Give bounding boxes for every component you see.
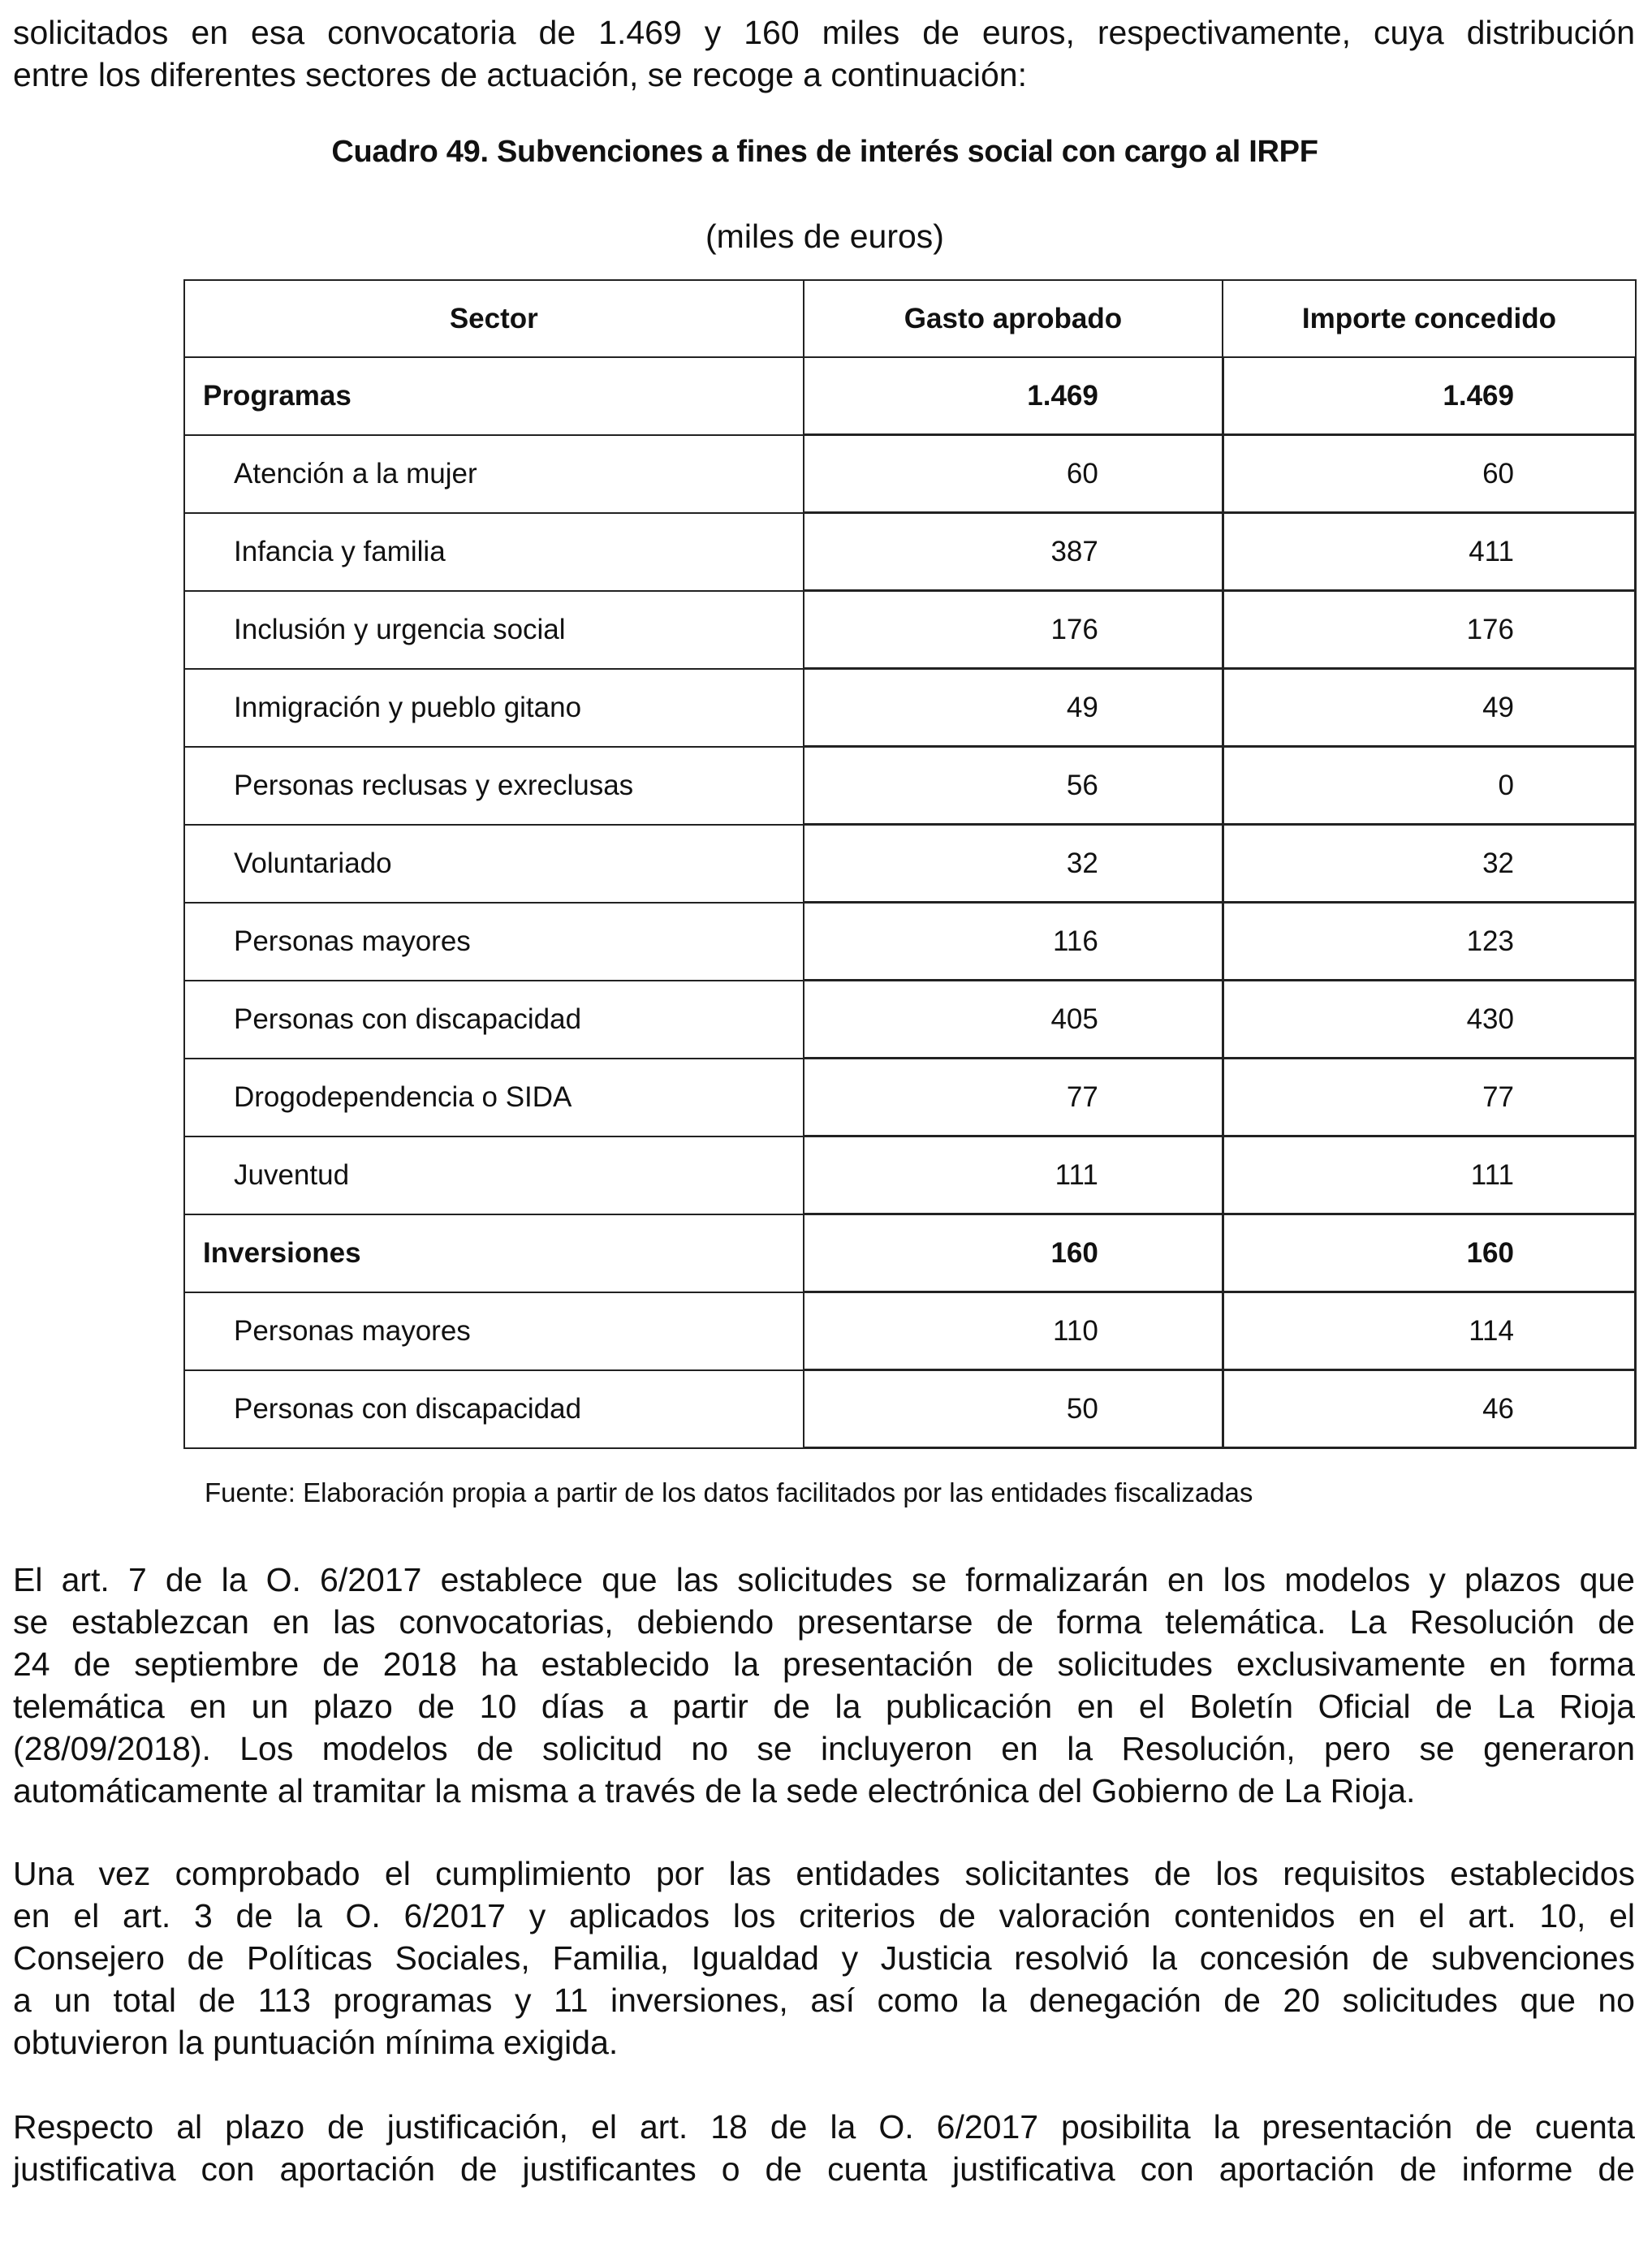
table-row	[184, 513, 1636, 591]
cell-importe: 160	[1223, 1214, 1635, 1292]
table-row-group	[184, 1214, 1636, 1292]
cell-sector: Personas con discapacidad	[184, 1370, 804, 1448]
table-caption: Cuadro 49. Subvenciones a fines de interés social con cargo al IRPF	[331, 135, 1318, 169]
cell-importe: 411	[1223, 513, 1635, 591]
table-row	[184, 669, 1636, 747]
cell-gasto: 50	[804, 1370, 1223, 1448]
text-line: 24 de septiembre de 2018 ha establecido la presentación de solicitudes exclusivamente en forma	[13, 1645, 1635, 1683]
cell-importe: 176	[1223, 591, 1635, 669]
cell-gasto: 60	[804, 435, 1223, 513]
text-line: solicitados en esa convocatoria de 1.469 y 160 miles de euros, respectivamente, cuya distribución	[13, 14, 1635, 51]
text-line: obtuvieron la puntuación mínima exigida.	[13, 2024, 619, 2061]
text-line: Una vez comprobado el cumplimiento por las entidades solicitantes de los requisitos establecidos	[13, 1855, 1635, 1892]
cell-sector: Juventud	[184, 1136, 804, 1214]
cell-gasto: 1.469	[804, 357, 1223, 435]
table-row	[184, 981, 1636, 1059]
cell-importe: 111	[1223, 1136, 1635, 1214]
cell-sector: Atención a la mujer	[184, 435, 804, 513]
table-row	[184, 1059, 1636, 1136]
cell-importe: 114	[1223, 1292, 1635, 1370]
text-line: entre los diferentes sectores de actuación, se recoge a continuación:	[13, 56, 1027, 93]
text-line: se establezcan en las convocatorias, debiendo presentarse de forma telemática. La Resolución de	[13, 1603, 1635, 1641]
cell-importe: 77	[1223, 1059, 1635, 1136]
text-line: justificativa con aportación de justificantes o de cuenta justificativa con aportación de informe de	[13, 2150, 1635, 2188]
cell-sector: Inmigración y pueblo gitano	[184, 669, 804, 747]
cell-importe: 1.469	[1223, 357, 1635, 435]
table-row	[184, 1136, 1636, 1214]
table-source-note: Fuente: Elaboración propia a partir de los datos facilitados por las entidades fiscalizadas	[205, 1477, 1253, 1507]
paragraph-concesion	[13, 1852, 1635, 2064]
text-line: El art. 7 de la O. 6/2017 establece que las solicitudes se formalizarán en los modelos y plazos que	[13, 1561, 1635, 1598]
cell-sector: Personas mayores	[184, 1292, 804, 1370]
cell-gasto: 77	[804, 1059, 1223, 1136]
cell-gasto: 176	[804, 591, 1223, 669]
cell-importe: 49	[1223, 669, 1635, 747]
cell-sector: Personas reclusas y exreclusas	[184, 747, 804, 825]
text-line: Respecto al plazo de justificación, el art. 18 de la O. 6/2017 posibilita la presentación de cuenta	[13, 2108, 1635, 2146]
cell-gasto: 160	[804, 1214, 1223, 1292]
table-header-row	[184, 280, 1636, 357]
subsidies-table	[183, 279, 1637, 1449]
cell-gasto: 111	[804, 1136, 1223, 1214]
table-row	[184, 1370, 1636, 1448]
cell-importe: 123	[1223, 903, 1635, 981]
paragraph-justificacion	[13, 2106, 1635, 2190]
cell-importe: 0	[1223, 747, 1635, 825]
intro-paragraph	[13, 11, 1635, 96]
cell-gasto: 49	[804, 669, 1223, 747]
cell-sector: Inclusión y urgencia social	[184, 591, 804, 669]
cell-sector: Personas mayores	[184, 903, 804, 981]
cell-sector: Drogodependencia o SIDA	[184, 1059, 804, 1136]
text-line: (28/09/2018). Los modelos de solicitud no se incluyeron en la Resolución, pero se generaron	[13, 1730, 1635, 1767]
table-row	[184, 1292, 1636, 1370]
text-line: telemática en un plazo de 10 días a partir de la publicación en el Boletín Oficial de La Rioja	[13, 1688, 1635, 1725]
cell-gasto: 116	[804, 903, 1223, 981]
header-importe-concedido: Importe concedido	[1223, 280, 1635, 357]
header-sector: Sector	[184, 280, 804, 357]
cell-gasto: 110	[804, 1292, 1223, 1370]
cell-gasto: 56	[804, 747, 1223, 825]
cell-sector: Infancia y familia	[184, 513, 804, 591]
text-line: automáticamente al tramitar la misma a través de la sede electrónica del Gobierno de La Rioja.	[13, 1772, 1416, 1809]
table-units: (miles de euros)	[705, 218, 944, 255]
cell-sector: Voluntariado	[184, 825, 804, 903]
cell-sector: Personas con discapacidad	[184, 981, 804, 1059]
cell-gasto: 387	[804, 513, 1223, 591]
paragraph-art7	[13, 1559, 1635, 1812]
table-row-group	[184, 357, 1636, 435]
text-line: a un total de 113 programas y 11 inversiones, así como la denegación de 20 solicitudes que no	[13, 1982, 1635, 2019]
table-row	[184, 435, 1636, 513]
cell-sector: Inversiones	[184, 1214, 804, 1292]
cell-gasto: 32	[804, 825, 1223, 903]
cell-importe: 32	[1223, 825, 1635, 903]
table-row	[184, 903, 1636, 981]
table-row	[184, 747, 1636, 825]
cell-sector: Programas	[184, 357, 804, 435]
cell-gasto: 405	[804, 981, 1223, 1059]
text-line: en el art. 3 de la O. 6/2017 y aplicados los criterios de valoración contenidos en el art. 10, el	[13, 1897, 1635, 1934]
cell-importe: 46	[1223, 1370, 1635, 1448]
table-row	[184, 591, 1636, 669]
text-line: Consejero de Políticas Sociales, Familia, Igualdad y Justicia resolvió la concesión de subvenciones	[13, 1939, 1635, 1977]
cell-importe: 60	[1223, 435, 1635, 513]
cell-importe: 430	[1223, 981, 1635, 1059]
table-row	[184, 825, 1636, 903]
header-gasto-aprobado: Gasto aprobado	[804, 280, 1223, 357]
